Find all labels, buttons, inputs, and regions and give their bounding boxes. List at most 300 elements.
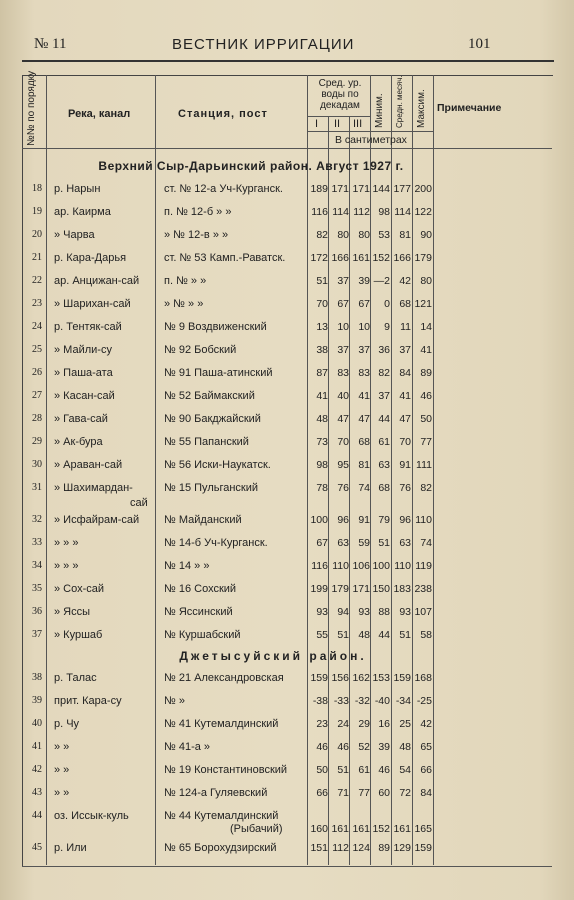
table-row bbox=[0, 672, 574, 692]
river-name: » Касан-сай bbox=[54, 390, 115, 402]
decade-2-value: 96 bbox=[337, 514, 349, 526]
min-value: 51 bbox=[378, 537, 390, 549]
min-value: 79 bbox=[378, 514, 390, 526]
river-name: » » bbox=[54, 764, 70, 776]
max-value: 77 bbox=[420, 436, 432, 448]
avg-value: 76 bbox=[399, 482, 411, 494]
decade-2-value: 94 bbox=[337, 606, 349, 618]
decade-2-value: 80 bbox=[337, 229, 349, 241]
max-value: 159 bbox=[414, 842, 432, 854]
station-name: № 9 Воздвиженский bbox=[164, 321, 267, 333]
decade-3-value: 37 bbox=[358, 344, 370, 356]
river-name: р. Или bbox=[54, 842, 87, 854]
max-value: 238 bbox=[414, 583, 432, 595]
table-row bbox=[0, 390, 574, 410]
decade-1-value: 82 bbox=[316, 229, 328, 241]
avg-value: 129 bbox=[393, 842, 411, 854]
min-value: 82 bbox=[378, 367, 390, 379]
avg-value: 51 bbox=[399, 629, 411, 641]
decade-2-value: 24 bbox=[337, 718, 349, 730]
decade-2-value: 83 bbox=[337, 367, 349, 379]
station-name-continued: (Рыбачий) bbox=[230, 823, 283, 835]
table-row bbox=[0, 459, 574, 479]
decade-2-value: -33 bbox=[333, 695, 349, 707]
col-header-min: Миним. bbox=[374, 93, 385, 128]
decade-3-value: 91 bbox=[358, 514, 370, 526]
decade-3-value: 81 bbox=[358, 459, 370, 471]
decade-1-value: 73 bbox=[316, 436, 328, 448]
decade-1-value: 98 bbox=[316, 459, 328, 471]
journal-title: ВЕСТНИК ИРРИГАЦИИ bbox=[172, 36, 355, 53]
min-value: 60 bbox=[378, 787, 390, 799]
avg-value: 11 bbox=[400, 321, 411, 333]
row-number: 27 bbox=[32, 390, 42, 401]
station-name: № Яссинский bbox=[164, 606, 233, 618]
issue-number: № 11 bbox=[34, 36, 67, 52]
row-number: 45 bbox=[32, 842, 42, 853]
river-name: » Майли-су bbox=[54, 344, 112, 356]
row-number: 40 bbox=[32, 718, 42, 729]
station-name: ст. № 12-а Уч-Курганск. bbox=[164, 183, 283, 195]
decade-3-value: -32 bbox=[354, 695, 370, 707]
station-name: № 56 Иски-Наукатск. bbox=[164, 459, 271, 471]
max-value: 46 bbox=[420, 390, 432, 402]
row-divider bbox=[307, 131, 433, 132]
min-value: 152 bbox=[372, 252, 390, 264]
station-name: » № » » bbox=[164, 298, 204, 310]
row-number: 34 bbox=[32, 560, 42, 571]
avg-value: 68 bbox=[399, 298, 411, 310]
decade-3-value: 80 bbox=[358, 229, 370, 241]
table-row bbox=[0, 298, 574, 318]
avg-value: 177 bbox=[393, 183, 411, 195]
avg-value: 183 bbox=[393, 583, 411, 595]
decade-2-value: 37 bbox=[337, 275, 349, 287]
min-value: 46 bbox=[378, 764, 390, 776]
river-name: » Шарихан-сай bbox=[54, 298, 131, 310]
station-name: № 124-а Гуляевский bbox=[164, 787, 268, 799]
decade-2-value: 95 bbox=[337, 459, 349, 471]
decade-3-value: 47 bbox=[358, 413, 370, 425]
max-value: 41 bbox=[420, 344, 432, 356]
decade-3-value: 171 bbox=[352, 583, 370, 595]
decade-1-value: 78 bbox=[316, 482, 328, 494]
station-name: ст. № 53 Камп.-Раватск. bbox=[164, 252, 286, 264]
decade-1-value: 151 bbox=[310, 842, 328, 854]
decade-2-value: 37 bbox=[337, 344, 349, 356]
river-name: » » » bbox=[54, 560, 79, 572]
river-name: р. Талас bbox=[54, 672, 97, 684]
col-header-note: Примечание bbox=[437, 102, 502, 114]
min-value: 150 bbox=[372, 583, 390, 595]
section-title: Джетысуйский район. bbox=[179, 649, 367, 663]
decade-1-value: 67 bbox=[316, 537, 328, 549]
decade-3-value: 106 bbox=[352, 560, 370, 572]
decade-2-value: 166 bbox=[331, 252, 349, 264]
river-name: » Паша-ата bbox=[54, 367, 113, 379]
min-value: 36 bbox=[378, 344, 390, 356]
decade-3-value: 29 bbox=[358, 718, 370, 730]
row-number: 19 bbox=[32, 206, 42, 217]
station-name: № Куршабский bbox=[164, 629, 241, 641]
decade-2-value: 112 bbox=[332, 842, 349, 854]
decade-1-value: 93 bbox=[316, 606, 328, 618]
decade-2-value: 63 bbox=[337, 537, 349, 549]
river-name: » » » bbox=[54, 537, 79, 549]
max-value: 165 bbox=[414, 823, 432, 835]
decade-2-value: 10 bbox=[337, 321, 349, 333]
page-number: 101 bbox=[468, 36, 491, 52]
decade-1-value: 100 bbox=[310, 514, 328, 526]
max-value: 58 bbox=[420, 629, 432, 641]
decade-1-value: 116 bbox=[311, 206, 328, 218]
table-row bbox=[0, 629, 574, 649]
decade-2-value: 70 bbox=[337, 436, 349, 448]
decade-2-value: 51 bbox=[337, 629, 349, 641]
decade-1-value: 66 bbox=[316, 787, 328, 799]
avg-value: 63 bbox=[399, 537, 411, 549]
table-row bbox=[0, 183, 574, 203]
decade-1-value: 48 bbox=[316, 413, 328, 425]
header-bottom-rule bbox=[22, 148, 552, 149]
min-value: 153 bbox=[372, 672, 390, 684]
river-name: ар. Анцижан-сай bbox=[54, 275, 140, 287]
river-name: » Араван-сай bbox=[54, 459, 123, 471]
decade-2-value: 46 bbox=[337, 741, 349, 753]
decade-2-value: 76 bbox=[337, 482, 349, 494]
min-value: -40 bbox=[374, 695, 390, 707]
row-number: 42 bbox=[32, 764, 42, 775]
row-number: 32 bbox=[32, 514, 42, 525]
avg-value: 72 bbox=[399, 787, 411, 799]
row-number: 33 bbox=[32, 537, 42, 548]
min-value: 144 bbox=[372, 183, 390, 195]
row-number: 20 bbox=[32, 229, 42, 240]
col-header-river: Река, канал bbox=[68, 108, 131, 120]
table-row bbox=[0, 560, 574, 580]
table-row bbox=[0, 413, 574, 433]
min-value: 44 bbox=[378, 629, 390, 641]
river-name: оз. Иссык-куль bbox=[54, 810, 129, 822]
decade-2-value: 110 bbox=[332, 560, 349, 572]
decade-3-value: 161 bbox=[352, 252, 370, 264]
avg-value: 166 bbox=[393, 252, 411, 264]
station-name: № 41-а » bbox=[164, 741, 211, 753]
river-name: » Чарва bbox=[54, 229, 95, 241]
min-value: 100 bbox=[372, 560, 390, 572]
min-value: 68 bbox=[378, 482, 390, 494]
river-name: » » bbox=[54, 787, 70, 799]
decade-1-value: 70 bbox=[316, 298, 328, 310]
table-row bbox=[0, 514, 574, 534]
decade-1-value: 159 bbox=[310, 672, 328, 684]
avg-value: 25 bbox=[399, 718, 411, 730]
max-value: 65 bbox=[420, 741, 432, 753]
table-row bbox=[0, 741, 574, 761]
max-value: 42 bbox=[420, 718, 432, 730]
decade-3-value: 61 bbox=[358, 764, 370, 776]
row-number: 43 bbox=[32, 787, 42, 798]
min-value: 39 bbox=[378, 741, 390, 753]
station-name: № 52 Баймакский bbox=[164, 390, 255, 402]
river-name: » Ак-бура bbox=[54, 436, 103, 448]
row-number: 30 bbox=[32, 459, 42, 470]
min-value: 44 bbox=[378, 413, 390, 425]
station-name: № 14-б Уч-Курганск. bbox=[164, 537, 268, 549]
station-name: № » bbox=[164, 695, 185, 707]
avg-value: 81 bbox=[399, 229, 411, 241]
river-name: » Шахимардан- bbox=[54, 482, 133, 494]
max-value: 110 bbox=[415, 514, 432, 526]
min-value: 89 bbox=[378, 842, 390, 854]
decade-3-value: 162 bbox=[352, 672, 370, 684]
decade-1-value: 87 bbox=[316, 367, 328, 379]
decade-3-value: 83 bbox=[358, 367, 370, 379]
max-value: 179 bbox=[414, 252, 432, 264]
decade-2-value: 40 bbox=[337, 390, 349, 402]
station-name: № 44 Кутемалдинский bbox=[164, 810, 279, 822]
max-value: 14 bbox=[420, 321, 432, 333]
col-header-no: №№ по порядку bbox=[26, 70, 37, 146]
table-row bbox=[0, 275, 574, 295]
min-value: 61 bbox=[378, 436, 390, 448]
decade-2-value: 51 bbox=[337, 764, 349, 776]
avg-value: 37 bbox=[399, 344, 411, 356]
decade-1-value: 41 bbox=[316, 390, 328, 402]
decade-1-value: 116 bbox=[311, 560, 328, 572]
row-number: 22 bbox=[32, 275, 42, 286]
min-value: 63 bbox=[378, 459, 390, 471]
table-bottom-rule bbox=[22, 866, 552, 867]
max-value: 80 bbox=[420, 275, 432, 287]
decade-1-value: 160 bbox=[310, 823, 328, 835]
decade-3-value: 77 bbox=[358, 787, 370, 799]
max-value: 66 bbox=[420, 764, 432, 776]
decade-1-value: -38 bbox=[312, 695, 328, 707]
max-value: 200 bbox=[414, 183, 432, 195]
river-name-continued: сай bbox=[130, 497, 148, 509]
avg-value: 70 bbox=[399, 436, 411, 448]
river-name: » Яссы bbox=[54, 606, 91, 618]
row-number: 38 bbox=[32, 672, 42, 683]
decade-2-value: 179 bbox=[331, 583, 349, 595]
table-row bbox=[0, 321, 574, 341]
min-value: 37 bbox=[378, 390, 390, 402]
decade-1-value: 38 bbox=[316, 344, 328, 356]
station-name: № 21 Александровская bbox=[164, 672, 284, 684]
avg-value: 47 bbox=[399, 413, 411, 425]
table-row bbox=[0, 695, 574, 715]
min-value: 98 bbox=[378, 206, 390, 218]
avg-value: 110 bbox=[394, 560, 411, 572]
table-row bbox=[0, 344, 574, 364]
decade-3-value: 161 bbox=[352, 823, 370, 835]
decade-1-value: 199 bbox=[310, 583, 328, 595]
decade-1-value: 55 bbox=[316, 629, 328, 641]
station-name: п. № » » bbox=[164, 275, 207, 287]
avg-value: 161 bbox=[393, 823, 411, 835]
row-number: 31 bbox=[32, 482, 42, 493]
row-number: 36 bbox=[32, 606, 42, 617]
col-header-max: Максим. bbox=[416, 89, 427, 128]
table-row bbox=[0, 482, 574, 509]
decade-3-value: 74 bbox=[358, 482, 370, 494]
decade-1-value: 189 bbox=[310, 183, 328, 195]
row-number: 35 bbox=[32, 583, 42, 594]
max-value: -25 bbox=[416, 695, 432, 707]
col-header-d2: II bbox=[334, 118, 341, 130]
row-divider bbox=[307, 116, 370, 117]
max-value: 119 bbox=[415, 560, 432, 572]
avg-value: -34 bbox=[395, 695, 411, 707]
table-row bbox=[0, 606, 574, 626]
decade-3-value: 41 bbox=[358, 390, 370, 402]
river-name: р. Чу bbox=[54, 718, 80, 730]
table-row bbox=[0, 718, 574, 738]
river-name: » Куршаб bbox=[54, 629, 103, 641]
river-name: р. Тентяк-сай bbox=[54, 321, 122, 333]
station-name: № 41 Кутемалдинский bbox=[164, 718, 279, 730]
avg-value: 42 bbox=[399, 275, 411, 287]
decade-1-value: 51 bbox=[316, 275, 328, 287]
decade-3-value: 124 bbox=[352, 842, 370, 854]
min-value: 0 bbox=[384, 298, 390, 310]
decade-3-value: 48 bbox=[358, 629, 370, 641]
decade-1-value: 46 bbox=[316, 741, 328, 753]
col-header-d1: I bbox=[315, 118, 319, 130]
section-title: Верхний Сыр-Дарьинский район. Август 1927 г. bbox=[98, 159, 404, 173]
min-value: 9 bbox=[384, 321, 390, 333]
col-header-avg: Средн. месяч. bbox=[395, 75, 404, 128]
river-name: ар. Каирма bbox=[54, 206, 111, 218]
max-value: 82 bbox=[420, 482, 432, 494]
row-number: 23 bbox=[32, 298, 42, 309]
table-row bbox=[0, 229, 574, 249]
avg-value: 114 bbox=[394, 206, 411, 218]
max-value: 50 bbox=[420, 413, 432, 425]
decade-1-value: 50 bbox=[316, 764, 328, 776]
station-name: № 15 Пульганский bbox=[164, 482, 259, 494]
min-value: —2 bbox=[373, 275, 390, 287]
table-row bbox=[0, 436, 574, 456]
col-header-decades: Сред. ур. воды по декадам bbox=[318, 78, 362, 111]
station-name: п. № 12-б » » bbox=[164, 206, 232, 218]
table-row bbox=[0, 583, 574, 603]
table-row bbox=[0, 206, 574, 226]
river-name: » Гава-сай bbox=[54, 413, 108, 425]
min-value: 16 bbox=[378, 718, 390, 730]
row-number: 39 bbox=[32, 695, 42, 706]
avg-value: 159 bbox=[393, 672, 411, 684]
decade-2-value: 71 bbox=[337, 787, 349, 799]
decade-3-value: 67 bbox=[358, 298, 370, 310]
max-value: 74 bbox=[420, 537, 432, 549]
avg-value: 48 bbox=[399, 741, 411, 753]
decade-3-value: 112 bbox=[353, 206, 370, 218]
min-value: 88 bbox=[378, 606, 390, 618]
station-name: » № 12-в » » bbox=[164, 229, 229, 241]
river-name: прит. Кара-су bbox=[54, 695, 122, 707]
max-value: 121 bbox=[414, 298, 432, 310]
river-name: » » bbox=[54, 741, 70, 753]
station-name: № 90 Бакджайский bbox=[164, 413, 261, 425]
max-value: 84 bbox=[420, 787, 432, 799]
row-number: 44 bbox=[32, 810, 42, 821]
table-row bbox=[0, 842, 574, 862]
max-value: 168 bbox=[414, 672, 432, 684]
river-name: » Исфайрам-сай bbox=[54, 514, 140, 526]
row-number: 18 bbox=[32, 183, 42, 194]
decade-2-value: 171 bbox=[331, 183, 349, 195]
row-number: 24 bbox=[32, 321, 42, 332]
station-name: № 14 » » bbox=[164, 560, 210, 572]
decade-2-value: 156 bbox=[331, 672, 349, 684]
decade-2-value: 47 bbox=[337, 413, 349, 425]
decade-3-value: 10 bbox=[358, 321, 370, 333]
river-name: р. Нарын bbox=[54, 183, 101, 195]
header-rule bbox=[22, 60, 554, 62]
avg-value: 91 bbox=[399, 459, 411, 471]
avg-value: 54 bbox=[399, 764, 411, 776]
station-name: № Майданский bbox=[164, 514, 242, 526]
row-number: 29 bbox=[32, 436, 42, 447]
decade-3-value: 68 bbox=[358, 436, 370, 448]
row-number: 26 bbox=[32, 367, 42, 378]
decade-3-value: 59 bbox=[358, 537, 370, 549]
station-name: № 16 Сохский bbox=[164, 583, 237, 595]
col-header-d3: III bbox=[353, 118, 363, 130]
col-header-station: Станция, пост bbox=[178, 108, 268, 120]
decade-3-value: 171 bbox=[352, 183, 370, 195]
avg-value: 96 bbox=[399, 514, 411, 526]
row-number: 37 bbox=[32, 629, 42, 640]
station-name: № 92 Бобский bbox=[164, 344, 237, 356]
max-value: 89 bbox=[420, 367, 432, 379]
table-row bbox=[0, 810, 574, 835]
max-value: 90 bbox=[420, 229, 432, 241]
min-value: 53 bbox=[378, 229, 390, 241]
avg-value: 41 bbox=[399, 390, 411, 402]
decade-1-value: 172 bbox=[310, 252, 328, 264]
avg-value: 84 bbox=[399, 367, 411, 379]
decade-2-value: 161 bbox=[331, 823, 349, 835]
max-value: 111 bbox=[416, 459, 432, 471]
station-name: № 65 Борохудзирский bbox=[164, 842, 277, 854]
max-value: 122 bbox=[414, 206, 432, 218]
decade-3-value: 52 bbox=[358, 741, 370, 753]
table-row bbox=[0, 252, 574, 272]
decade-2-value: 114 bbox=[332, 206, 349, 218]
col-header-unit: В сантиметрах bbox=[335, 134, 407, 146]
min-value: 152 bbox=[372, 823, 390, 835]
row-number: 41 bbox=[32, 741, 42, 752]
table-row bbox=[0, 764, 574, 784]
decade-2-value: 67 bbox=[337, 298, 349, 310]
decade-3-value: 39 bbox=[358, 275, 370, 287]
decade-3-value: 93 bbox=[358, 606, 370, 618]
river-name: р. Кара-Дарья bbox=[54, 252, 127, 264]
row-number: 21 bbox=[32, 252, 42, 263]
avg-value: 93 bbox=[399, 606, 411, 618]
row-number: 28 bbox=[32, 413, 42, 424]
table-row bbox=[0, 537, 574, 557]
river-name: » Сох-сай bbox=[54, 583, 105, 595]
max-value: 107 bbox=[414, 606, 432, 618]
decade-1-value: 23 bbox=[316, 718, 328, 730]
station-name: № 55 Папанский bbox=[164, 436, 249, 448]
station-name: № 19 Константиновский bbox=[164, 764, 288, 776]
decade-1-value: 13 bbox=[316, 321, 328, 333]
